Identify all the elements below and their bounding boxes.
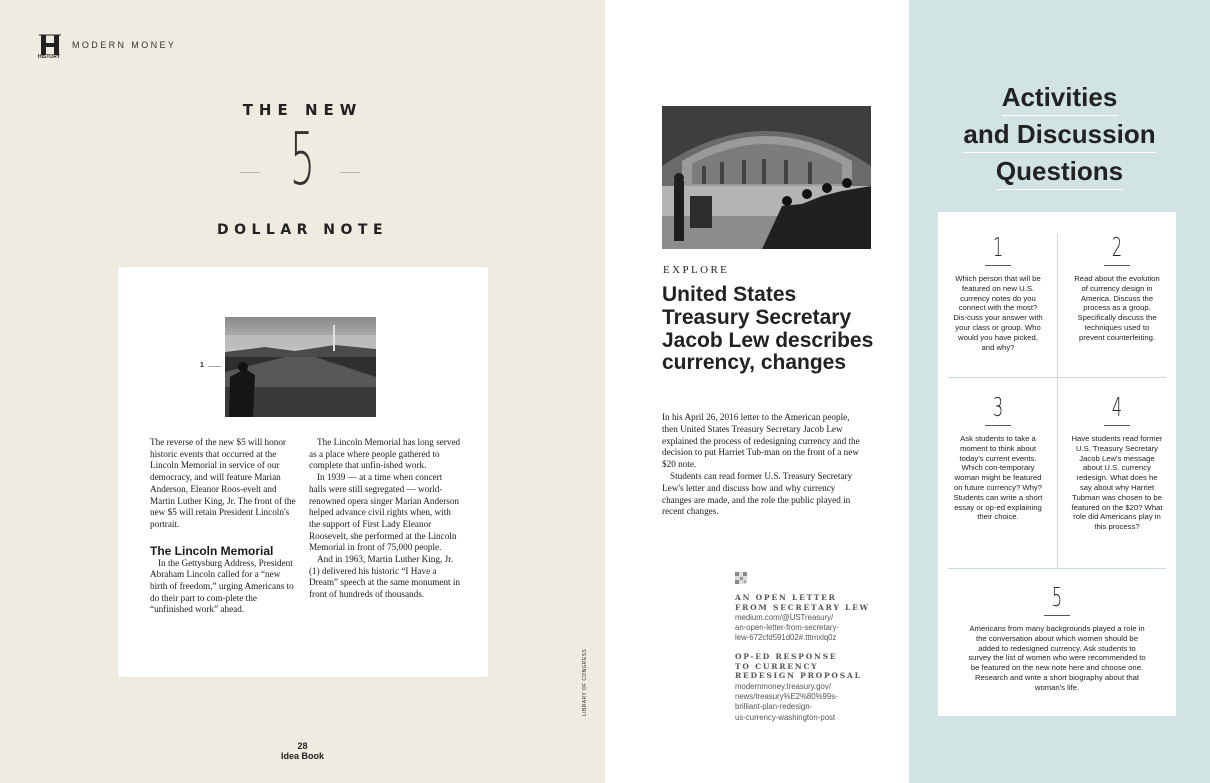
resource-2-link-line[interactable]: brilliant-plan-redesign- [735, 702, 813, 712]
resource-2-title-line: TO CURRENCY [735, 661, 819, 671]
article-column-right [309, 437, 461, 601]
book-title: Idea Book [280, 751, 324, 761]
photo-caption-rule [208, 366, 221, 367]
article-card [118, 267, 488, 677]
section-heading: The Lincoln Memorial [150, 543, 274, 558]
activities-title-line: Questions [996, 153, 1123, 190]
resource-2-link-line[interactable]: us-currency-washington-post [735, 712, 836, 722]
question-2 [1071, 234, 1163, 343]
explore-paragraph-1: In his April 26, 2016 letter to the American people, then United States Treasury Secretary Jacob Lew explained the process of redesigning currency and the decision to put Harriet Tub-man on the front of a new $20 note. [662, 412, 860, 470]
photo-caption-number: 1 [200, 362, 204, 369]
title-the-new: THE NEW [242, 101, 363, 119]
question-number-rule [1104, 265, 1130, 266]
page-footer [0, 741, 605, 761]
photo-credit-wrap [582, 648, 592, 783]
resource-2-link-line[interactable]: modernmoney.treasury.gov/ [735, 682, 831, 691]
question-5 [966, 584, 1148, 693]
page-number: 28 [297, 741, 308, 751]
resource-1-link-line[interactable]: lew-672cfd591d02#.tttmxlq0z [735, 633, 837, 643]
explore-body [662, 412, 862, 518]
title-dollar-note: DOLLAR NOTE [216, 222, 389, 238]
question-number: 1 [992, 233, 1004, 263]
question-number-rule [1044, 615, 1070, 616]
question-number-rule [985, 425, 1011, 426]
qr-code-icon [735, 572, 747, 584]
resource-1-title-line: FROM SECRETARY LEW [735, 602, 870, 612]
explore-paragraph-2: Students can read former U.S. Treasury Secretary Lew's letter and discuss how and why currency changes are made, and the role the public played in recent changes. [662, 470, 853, 517]
king-paragraph: And in 1963, Martin Luther King, Jr. (1) delivered his historic “I Have a Dream” speech at the same monument in front of hundreds of thousands. [309, 554, 461, 600]
resource-2-title [735, 652, 862, 681]
question-number-rule [1104, 425, 1130, 426]
explore-headline: United States Treasury Secretary Jacob Lew describes currency, changes [662, 283, 874, 375]
resource-1-title [735, 593, 870, 612]
photo-credit: LIBRARY OF CONGRESS [582, 648, 588, 716]
gettysburg-paragraph: In the Gettysburg Address, President Abraham Lincoln called for a “new birth of freedom,” urging Americans to do their part to com-plete the “unfinished work” ahead. [150, 557, 294, 615]
resource-1-link-line[interactable]: medium.com/@USTreasury/ [735, 613, 834, 622]
lincoln-memorial-crowd-photo [225, 317, 376, 417]
memorial-paragraph: The Lincoln Memorial has long served as a place where people gathered to complete that unfin-ished work. [309, 437, 461, 471]
question-number: 2 [1111, 233, 1123, 263]
resource-2-title-line: OP-ED RESPONSE [735, 652, 838, 661]
question-number: 4 [1111, 393, 1123, 423]
questions-divider-row2 [948, 568, 1166, 569]
question-number: 3 [992, 393, 1004, 423]
question-1 [952, 234, 1044, 352]
question-text: Ask students to take a moment to think about today's current events. Which con-temporary woman might be featured on future currency? Why? Students can write a short essay or op-ed explaining their choice. [953, 434, 1043, 522]
resource-2-link[interactable] [735, 682, 860, 723]
resource-1-title-line: AN OPEN LETTER [735, 593, 837, 602]
question-4 [1071, 394, 1163, 532]
explore-label: EXPLORE [663, 264, 730, 276]
questions-divider-vertical [1057, 234, 1058, 568]
question-text: Americans from many backgrounds played a role in the conversation about which women should be added to redesigned currency. Ask students to survey the list of women who were recommended to be featured on the new note here and choose one. Research and write a short biography about that woman's life. [968, 624, 1146, 692]
logo-text: HISTORY [38, 54, 60, 60]
question-text: Have students read former U.S. Treasury Secretary Jacob Lew's message about U.S. currency redesign. What does he say about why Harriet Tubman was chosen to be featured on the $20? What role did Americans play in this process? [1071, 434, 1163, 532]
intro-paragraph: The reverse of the new $5 will honor historic events that occurred at the Lincoln Memorial in service of our democracy, and will feature Marian Anderson, Eleanor Roos-evelt and Martin Luther King, Jr. The front of the new $5 will retain President Lincoln's portrait. [150, 437, 296, 529]
question-text: Which person that will be featured on new U.S. currency notes do you connect with the most? Dis-cuss your answer with your class or group. Who would you have picked, and why? [953, 274, 1043, 352]
question-number-rule [985, 265, 1011, 266]
questions-card [938, 212, 1176, 716]
questions-divider-row1 [948, 377, 1166, 378]
article-column-left [150, 437, 298, 616]
resource-1-link-line[interactable]: an-open-letter-from-secretary- [735, 623, 839, 633]
title-rule-right [340, 172, 360, 173]
question-3 [952, 394, 1044, 522]
activities-title-line: Activities [1002, 79, 1118, 116]
question-text: Read about the evolution of currency design in America. Discuss the process as a group. Specifically discuss the techniques used to prevent counterfeiting. [1074, 274, 1160, 342]
anderson-paragraph: In 1939 — at a time when concert halls were still segregated — world-renowned opera singer Marian Anderson helped advance civil rights when, with the support of First Lady Eleanor Roosevelt, she performed at the Lincoln Memorial in front of 75,000 people. [309, 472, 460, 553]
resource-2-link-line[interactable]: news/treasury%E2%80%99s- [735, 692, 838, 702]
brand-name: MODERN MONEY [72, 40, 177, 50]
resource-2-title-line: REDESIGN PROPOSAL [735, 671, 862, 681]
title-number: 5 [289, 117, 316, 201]
activities-title-line: and Discussion [963, 116, 1155, 153]
question-number: 5 [1051, 583, 1063, 613]
resource-1-link[interactable] [735, 613, 860, 644]
activities-title [909, 79, 1210, 190]
treasury-event-photo [662, 106, 871, 249]
